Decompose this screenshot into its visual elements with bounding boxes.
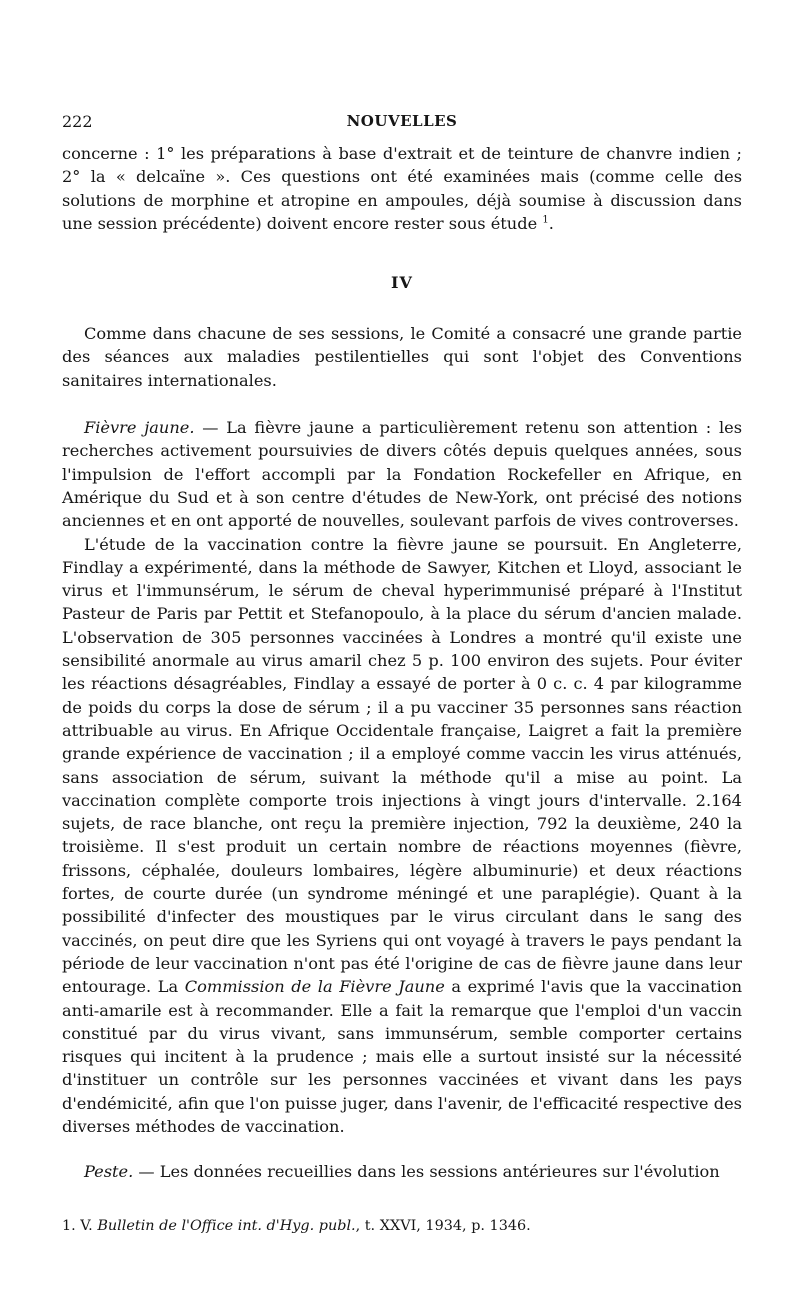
vaccination-text-after: a exprimé l'avis que la vaccination anti-amarile est à recommander. Elle a fait la remarque que l'emploi d'un vaccin constitué par du virus vivant, sans immunsérum, semble comporter certains risques qui incitent à la prudence ; mais elle a surtout insisté sur la nécessité d'instituer un contrôle sur les personnes vaccinées et vivant dans les pays d'endémicité, afin que l'on puisse juger, dans l'avenir, de l'efficacité respective des diverses méthodes de vaccination.: [62, 977, 742, 1136]
footnote: [62, 1216, 742, 1236]
paragraph-pestilential-diseases: Comme dans chacune de ses sessions, le Comité a consacré une grande partie des séances aux maladies pestilentielles qui sont l'objet des Conventions sanitaires internationales.: [62, 324, 742, 390]
running-title: NOUVELLES: [346, 112, 458, 130]
footnote-number: 1. V.: [62, 1218, 93, 1234]
plague-lead: Peste.: [84, 1162, 134, 1182]
page-header: [62, 112, 742, 142]
footnote-source: Bulletin de l'Office int. d'Hyg. publ.: [97, 1218, 356, 1234]
paragraph-vaccination: [62, 533, 742, 1139]
paragraph-plague: [62, 1160, 742, 1183]
paragraph-yellow-fever: [62, 416, 742, 532]
yellow-fever-text: — La fièvre jaune a particulièrement retenu son attention : les recherches activement poursuivies de divers côtés depuis quelques années, sous l'impulsion de l'effort accompli par la Fondation Rockefeller en Afrique, en Amérique du Sud et à son centre d'études de New-York, ont précisé des notions anciennes et en ont apporté de nouvelles, soulevant parfois de vives controverses.: [62, 418, 743, 531]
page-number: 222: [62, 112, 93, 131]
section-heading: IV: [391, 273, 413, 293]
commission-name: Commission de la Fièvre Jaune: [184, 977, 445, 997]
yellow-fever-lead: Fièvre jaune.: [84, 418, 195, 438]
paragraph-delcaine: concerne : 1° les préparations à base d'extrait et de teinture de chanvre indien ; 2° la « delcaïne ». Ces questions ont été examinées mais (comme celle des solutions de morphine et atropine en ampoules, déjà soumise à discussion dans une session précédente) doivent encore rester sous étude $^1$.: [62, 144, 742, 233]
footnote-ref: 1: [542, 214, 549, 226]
plague-text: — Les données recueillies dans les sessions antérieures sur l'évolution: [133, 1162, 720, 1182]
page-body: [62, 112, 742, 1184]
footnote-rest: , t. XXVI, 1934, p. 1346.: [355, 1218, 531, 1234]
paragraph-delcaine-text: concerne : 1° les préparations à base d'extrait et de teinture de chanvre indien ; 2° la « delcaïne ». Ces questions ont été examinées mais (comme celle des solutions de morphine et atropine en ampoules, déjà soumise à discussion dans une session précédente) doivent encore rester sous étude: [62, 144, 742, 233]
vaccination-text-before: L'étude de la vaccination contre la fièvre jaune se poursuit. En Angleterre, Findlay a expérimenté, dans la méthode de Sawyer, Kitchen et Lloyd, associant le virus et l'immunsérum, le sérum de cheval hyperimmunisé préparé à l'Institut Pasteur de Paris par Pettit et Stefanopoulo, à la place du sérum d'ancien malade. L'observation de 305 personnes vaccinées à Londres a montré qu'il existe une sensibilité anormale au virus amaril chez 5 p. 100 environ des sujets. Pour éviter les réactions désagréables, Findlay a essayé de porter à 0 c. c. 4 par kilogramme de poids du corps la dose de sérum ; il a pu vacciner 35 personnes sans réaction attribuable au virus. En Afrique Occidentale française, Laigret a fait la première grande expérience de vaccination ; il a employé comme vaccin les virus atténués, sans association de sérum, suivant la méthode qu'il a mise au point. La vaccination complète comporte trois injections à vingt jours d'intervalle. 2.164 sujets, de race blanche, ont reçu la première injection, 792 la deuxième, 240 la troisième. Il s'est produit un certain nombre de réactions moyennes (fièvre, frissons, céphalée, douleurs lombaires, légère albuminurie) et deux réactions fortes, de courte durée (un syndrome méningé et une paraplégie). Quant à la possibilité d'infecter des moustiques par le virus circulant dans le sang des vaccinés, on peut dire que les Syriens qui ont voyagé à travers le pays pendant la période de leur vaccination n'ont pas été l'origine de cas de fièvre jaune dans leur entourage. La: [62, 534, 742, 997]
